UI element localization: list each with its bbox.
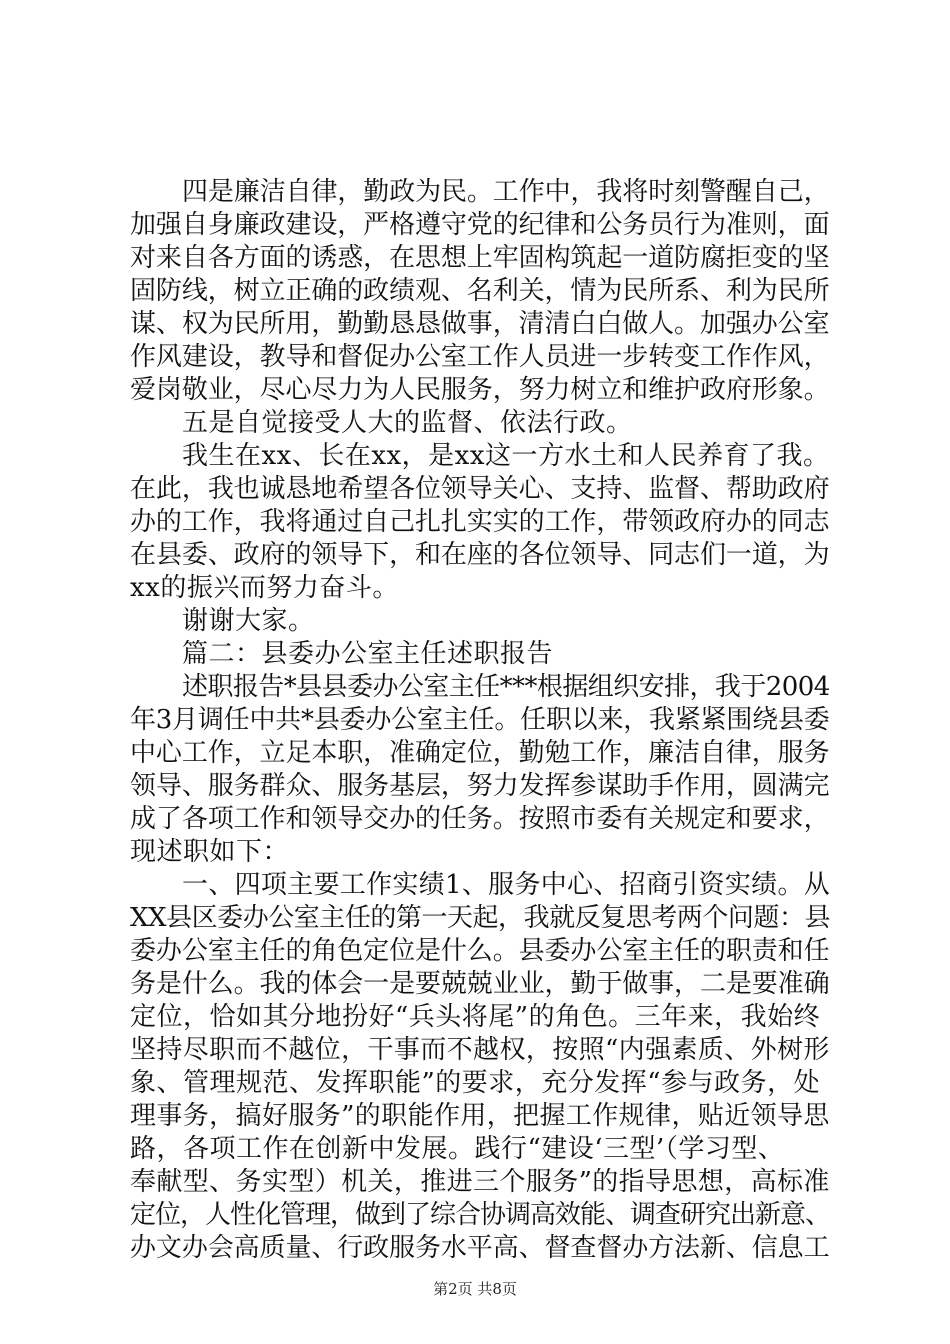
text-line: 象、管理规范、发挥职能”的要求，充分发挥“参与政务，处 [130,1068,821,1098]
text-line: 谋、权为民所用，勤勤恳恳做事，清清白白做人。加强办公室 [130,309,830,339]
text-line: 现述职如下： [130,837,290,867]
section-heading: 篇二：县委办公室主任述职报告 [182,639,554,669]
text-line: 我生在xx、长在xx，是xx这一方水土和人民养育了我。 [182,441,830,471]
text-line: 领导、服务群众、服务基层，努力发挥参谋助手作用，圆满完 [130,771,830,801]
text-line: 年3月调任中共*县委办公室主任。任职以来，我紧紧围绕县委 [130,705,830,735]
text-line: XX县区委办公室主任的第一天起，我就反复思考两个问题：县 [130,903,831,933]
text-line: 路，各项工作在创新中发展。践行“建设‘三型’（学习型、 [130,1134,785,1164]
text-line: 定位，人性化管理，做到了综合协调高效能、调查研究出新意、 [130,1200,831,1230]
text-line: 理事务，搞好服务”的职能作用，把握工作规律，贴近领导思 [130,1101,830,1131]
text-line: 中心工作，立足本职，准确定位，勤勉工作，廉洁自律，服务 [130,738,830,768]
text-line: 谢谢大家。 [182,606,315,636]
text-line: 一、四项主要工作实绩1、服务中心、招商引资实绩。从 [182,870,831,900]
text-line: 委办公室主任的角色定位是什么。县委办公室主任的职责和任 [130,936,830,966]
text-line: 办的工作，我将通过自己扎扎实实的工作，带领政府办的同志 [130,507,830,537]
text-line: 在县委、政府的领导下，和在座的各位领导、同志们一道，为 [130,540,830,570]
text-line: 奉献型、务实型）机关，推进三个服务”的指导思想，高标准 [130,1167,830,1197]
text-line: xx的振兴而努力奋斗。 [130,573,399,603]
text-line: 成了各项工作和领导交办的任务。按照市委有关规定和要求， [130,804,830,834]
text-line: 四是廉洁自律，勤政为民。工作中，我将时刻警醒自己， [182,177,830,207]
text-line: 坚持尽职而不越位，干事而不越权，按照“内强素质、外树形 [130,1035,830,1065]
text-line: 固防线，树立正确的政绩观、名利关，情为民所系、利为民所 [130,276,830,306]
text-line: 办文办会高质量、行政服务水平高、督查督办方法新、信息工 [130,1233,830,1263]
text-line: 对来自各方面的诱惑，在思想上牢固构筑起一道防腐拒变的坚 [130,243,830,273]
text-line: 作风建设，教导和督促办公室工作人员进一步转变工作作风， [130,342,830,372]
text-line: 五是自觉接受人大的监督、依法行政。 [182,408,633,438]
page-footer: 第2页 共8页 [433,1280,517,1298]
text-line: 述职报告*县县委办公室主任***根据组织安排，我于2004 [182,672,830,702]
text-line: 定位，恰如其分地扮好“兵头将尾”的角色。三年来，我始终 [130,1002,821,1032]
text-line: 加强自身廉政建设，严格遵守党的纪律和公务员行为准则，面 [130,210,830,240]
text-line: 务是什么。我的体会一是要兢兢业业，勤于做事，二是要准确 [130,969,830,999]
text-line: 爱岗敬业，尽心尽力为人民服务，努力树立和维护政府形象。 [130,375,830,405]
text-line: 在此，我也诚恳地希望各位领导关心、支持、监督、帮助政府 [130,474,830,504]
